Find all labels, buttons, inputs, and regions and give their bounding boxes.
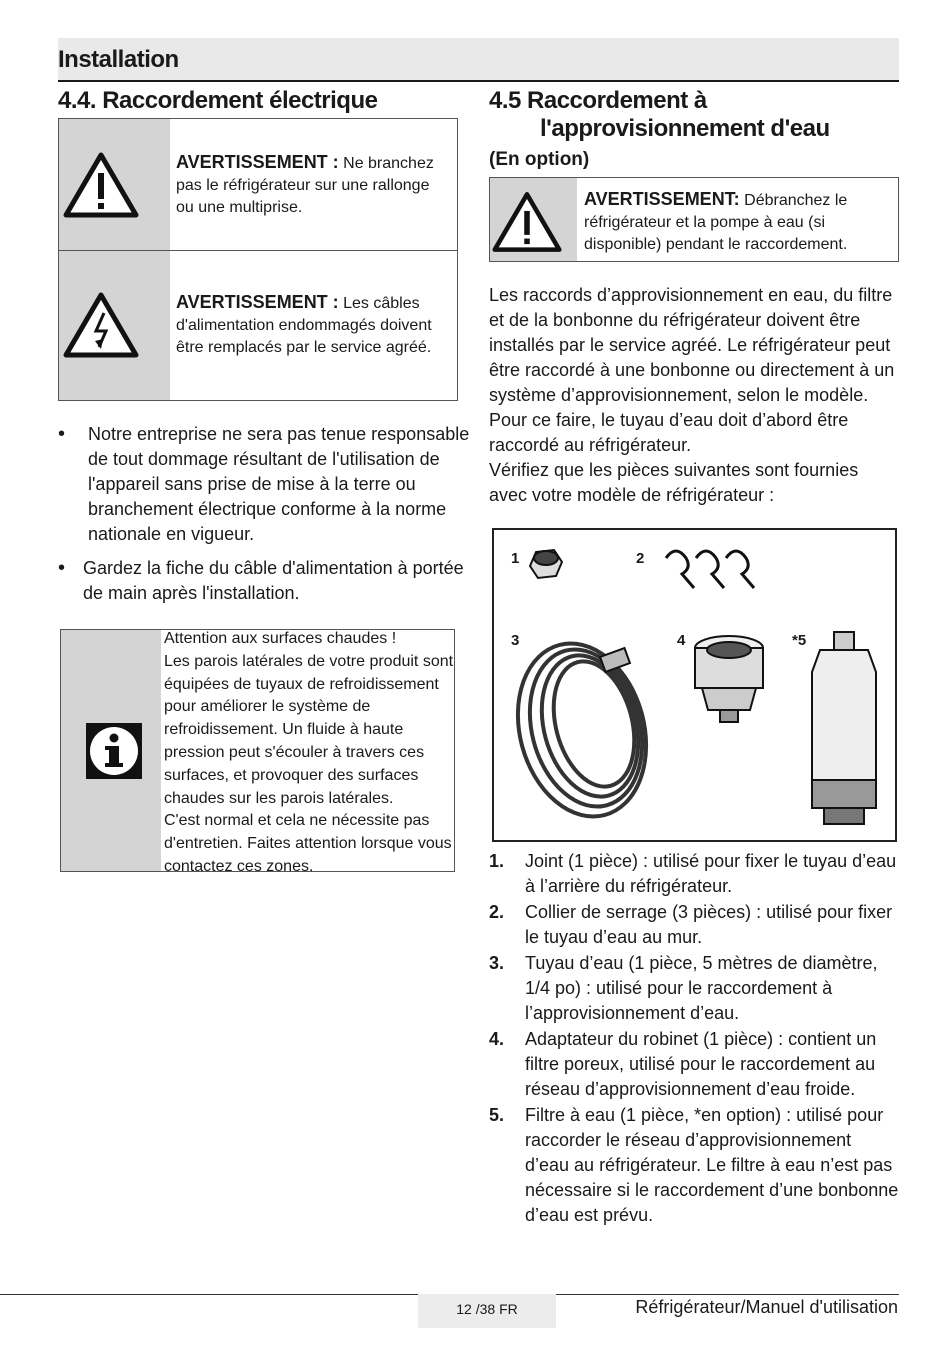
tap-adapter-icon	[695, 636, 763, 722]
parts-illustration	[494, 530, 895, 840]
section-header	[58, 38, 899, 82]
info-icon	[86, 723, 142, 779]
page-number: 12 /38 FR	[418, 1294, 556, 1328]
electric-hazard-icon	[63, 291, 139, 359]
left-heading: 4.4. Raccordement électrique	[58, 87, 378, 114]
warning-triangle-icon	[492, 190, 562, 254]
electric-warning-table	[58, 118, 458, 401]
bullet-earthing: • Notre entreprise ne sera pas tenue responsable de tout dommage résultant de l'utilisation de l'appareil sans prise de mise à la terre ou branchement électrique conforme à la norme nationale en vigueur.	[58, 422, 470, 547]
water-hose-icon	[499, 629, 664, 831]
water-filter-icon	[812, 632, 876, 824]
parts-figure: 1 2 3 4 *5	[492, 528, 897, 842]
right-subtitle: (En option)	[489, 149, 590, 170]
electric-bullet-list	[58, 422, 470, 606]
info-box-hot-surfaces	[60, 629, 455, 875]
list-item: 3. Tuyau d’eau (1 pièce, 5 mètres de diamètre, 1/4 po) : utilisé pour le raccordement à l’approvisionnement d’eau.	[489, 953, 878, 1023]
footer-title: Réfrigérateur/Manuel d'utilisation	[635, 1297, 898, 1317]
bullet-power-plug: • Gardez la fiche du câble d'alimentation à portée de main après l'installation.	[58, 556, 470, 606]
water-paragraph: Les raccords d’approvisionnement en eau, du filtre et de la bonbonne du réfrigérateur doivent être installés par le service agréé. Le réfrigérateur peut être raccordé à une bonbonne ou directement à un système d’approvisionnement, selon le modèle. Pour ce faire, le tuyau d’eau doit d’abord être raccordé au réfrigérateur. Vérifiez que les pièces suivantes sont fournies avec votre modèle de réfrigérateur :	[489, 285, 895, 505]
list-item: 2. Collier de serrage (3 pièces) : utilisé pour fixer le tuyau d’eau au mur.	[489, 902, 893, 947]
warning-text-extension: AVERTISSEMENT : Ne branchez pas le réfrigérateur sur une rallonge ou une multiprise.	[176, 152, 434, 216]
clamp-icon	[666, 551, 754, 588]
joint-icon	[530, 550, 562, 578]
list-item: 4. Adaptateur du robinet (1 pièce) : contient un filtre poreux, utilisé pour le raccordement au réseau d’approvisionnement d’eau froide.	[489, 1029, 877, 1099]
warning-text-cables: AVERTISSEMENT : Les câbles d'alimentation endommagés doivent être remplacés par le service agréé.	[176, 292, 432, 356]
warning-text-water: AVERTISSEMENT: Débranchez le réfrigérateur et la pompe à eau (si disponible) pendant le raccordement.	[584, 189, 848, 253]
right-heading-line1: 4.5 Raccordement à	[489, 87, 707, 114]
section-title: Installation	[58, 46, 179, 73]
water-warning-box	[489, 177, 899, 262]
parts-list	[489, 849, 899, 1229]
list-item: 1. Joint (1 pièce) : utilisé pour fixer le tuyau d’eau à l’arrière du réfrigérateur.	[489, 851, 897, 896]
right-heading-line2: l'approvisionnement d'eau	[540, 115, 830, 142]
info-text: Attention aux surfaces chaudes ! Les parois latérales de votre produit sont équipées de tuyaux de refroidissement pour améliorer le système de refroidissement. Un fluide à haute pression peut s'écouler à travers ces surfaces, et provoquer des surfaces chaudes sur les parois latérales. C'est normal et cela ne nécessite pas d'entretien. Faites attention lorsque vous contactez ces zones.	[164, 630, 454, 875]
list-item: 5. Filtre à eau (1 pièce, *en option) : utilisé pour raccorder le réseau d’approvisionnement d’eau au réfrigérateur. Le filtre à eau n’est pas nécessaire si le raccordement d’une bonbonne d’eau est prévu.	[489, 1105, 899, 1225]
warning-triangle-icon	[63, 151, 139, 219]
